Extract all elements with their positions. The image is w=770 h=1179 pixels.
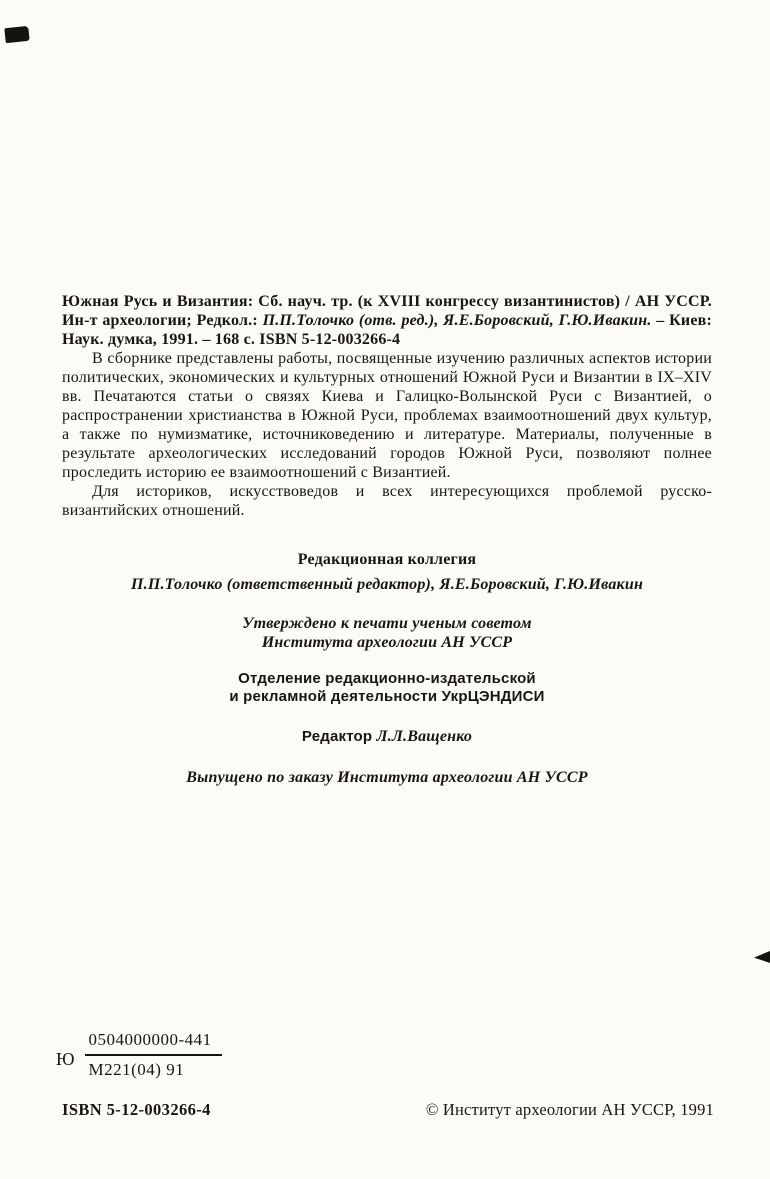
- department-line-1: Отделение редакционно-издательской: [238, 670, 536, 687]
- editor-label: Редактор: [301, 728, 373, 745]
- approval-note: [62, 614, 712, 652]
- text-column: [62, 292, 712, 787]
- editor-line: [62, 727, 712, 746]
- audience-paragraph: Для историков, искусствоведов и всех интересующихся проблемой русско-византийских отношений.: [62, 483, 712, 519]
- annotation-paragraph: В сборнике представлены работы, посвященные изучению различных аспектов истории политических, экономических и культурных отношений Южной Руси и Византии в IX–XIV вв. Печатаются статьи о связях Киева и Галицко-Волынской Руси с Византией, о распространении христианства в Южной Руси, проблемах взаимоотношений двух культур, а также по нумизматике, источниковедению и литературе. Материалы, полученные в результате археологических исследований городов Южной Руси, позволяют полнее проследить историю ее взаимоотношений с Византией.: [62, 350, 712, 481]
- copyright-notice: © Институт археологии АН УССР, 1991: [425, 1100, 714, 1119]
- commission-line: Выпущено по заказу Института археологии АН УССР: [186, 769, 588, 786]
- biblio-imprint: – Киев: Наук. думка, 1991. – 168 с. ISBN 5-12-003266-4: [62, 312, 712, 348]
- department-line-2: и рекламной деятельности УкрЦЭНДИСИ: [229, 688, 545, 705]
- biblio-editors: П.П.Толочко (отв. ред.), Я.Е.Боровский, Г.Ю.Ивакин.: [262, 312, 652, 329]
- book-title: Южная Русь и Византия:: [62, 293, 254, 310]
- classification-numerator: 0504000000-441: [85, 1030, 222, 1056]
- classification-fraction: [85, 1030, 222, 1080]
- editorial-board-heading: Редакционная коллегия: [297, 551, 477, 568]
- bibliographic-entry: [62, 292, 712, 349]
- isbn-number: ISBN 5-12-003266-4: [62, 1100, 211, 1119]
- scan-ink-blot-corner: [4, 26, 29, 43]
- series-letter: Ю: [56, 1048, 75, 1069]
- publishing-department-note: [62, 670, 712, 706]
- imprint-centered-block: [62, 550, 712, 787]
- scan-ink-mark-edge: [754, 951, 770, 963]
- approval-line-1: Утверждено к печати ученым советом: [242, 615, 532, 632]
- classification-code-block: [56, 1030, 222, 1080]
- isbn-copyright-line: [62, 1100, 714, 1120]
- editor-name: Л.Л.Ващенко: [376, 728, 473, 745]
- approval-line-2: Института археологии АН УССР: [261, 634, 513, 651]
- editorial-board-members: П.П.Толочко (ответственный редактор), Я.Е.Боровский, Г.Ю.Ивакин: [130, 576, 644, 593]
- biblio-description: Сб. науч. тр. (к XVIII конгрессу византинистов) / АН УССР. Ин-т археологии; Редкол.:: [62, 293, 712, 329]
- classification-denominator: М221(04) 91: [88, 1060, 185, 1079]
